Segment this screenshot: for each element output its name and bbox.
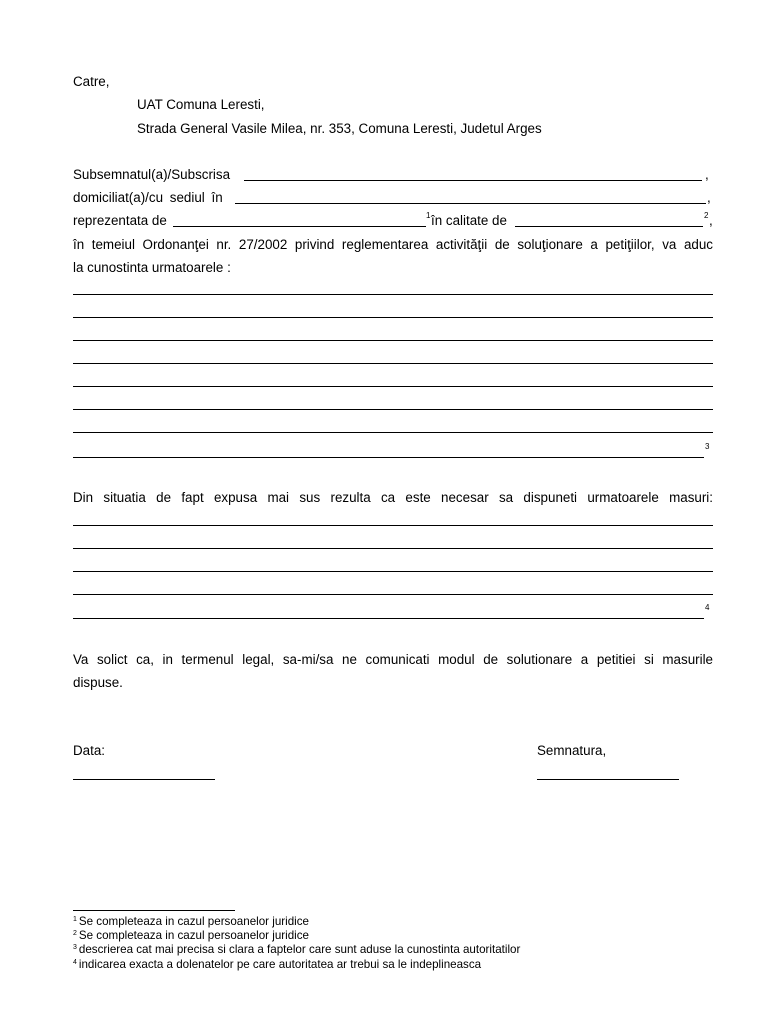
facts-line[interactable] — [73, 432, 713, 433]
facts-line[interactable] — [73, 317, 713, 318]
capacity-field[interactable] — [515, 226, 703, 227]
subscriber-name-field[interactable] — [244, 180, 702, 181]
facts-line[interactable] — [73, 457, 704, 458]
recipient-address: Strada General Vasile Milea, nr. 353, Comuna Leresti, Judetul Arges — [137, 121, 542, 136]
capacity-label: în calitate de — [431, 213, 507, 228]
footnote-text: indicarea exacta a dolenatelor pe care autoritatea ar trebui sa le indeplineasca — [78, 958, 482, 971]
representative-field[interactable] — [173, 226, 426, 227]
request-text-end: dispuse. — [73, 675, 123, 690]
date-field[interactable] — [73, 779, 215, 780]
domicile-comma: , — [707, 190, 711, 205]
date-label: Data: — [73, 743, 106, 758]
footnote-4 — [73, 959, 481, 971]
signature-field[interactable] — [537, 779, 679, 780]
salutation: Catre, — [73, 74, 110, 89]
footnote-number: 1 — [73, 916, 77, 923]
footnote-number: 3 — [73, 944, 77, 951]
footnote-number: 4 — [73, 959, 77, 966]
facts-line[interactable] — [73, 363, 713, 364]
facts-line[interactable] — [73, 386, 713, 387]
footnote-text: descrierea cat mai precisa si clara a faptelor care sunt aduse la cunostinta autoritatilor — [78, 943, 521, 956]
measures-line[interactable] — [73, 618, 704, 619]
subscriber-comma: , — [705, 167, 709, 182]
capacity-comma: , — [709, 213, 713, 228]
footnote-3 — [73, 944, 520, 956]
request-text: Va solict ca, in termenul legal, sa-mi/sa ne comunicati modul de solutionare a petitiei si masurile — [73, 652, 713, 667]
footnote-text: Se completeaza in cazul persoanelor juridice — [78, 915, 309, 928]
measures-line[interactable] — [73, 525, 713, 526]
footnote-ref-4: 4 — [705, 603, 710, 612]
signature-label: Semnatura, — [537, 743, 607, 758]
footnote-number: 2 — [73, 930, 77, 937]
domicile-field[interactable] — [235, 203, 706, 204]
domicile-label: domiciliat(a)/cu sediul în — [73, 190, 223, 205]
legal-basis-text: în temeiul Ordonanţei nr. 27/2002 privind reglementarea activităţii de soluţionare a petiţiilor, va aduc — [73, 237, 713, 252]
facts-line[interactable] — [73, 409, 713, 410]
footnote-ref-1: 1 — [426, 211, 431, 220]
footnote-1 — [73, 916, 309, 928]
measures-line[interactable] — [73, 571, 713, 572]
facts-line[interactable] — [73, 340, 713, 341]
footnote-separator — [73, 910, 235, 911]
subscriber-label: Subsemnatul(a)/Subscrisa — [73, 167, 231, 182]
measures-line[interactable] — [73, 594, 713, 595]
footnote-text: Se completeaza in cazul persoanelor juridice — [78, 929, 309, 942]
measures-line[interactable] — [73, 548, 713, 549]
measures-intro: Din situatia de fapt expusa mai sus rezulta ca este necesar sa dispuneti urmatoarele masuri: — [73, 490, 713, 505]
facts-line[interactable] — [73, 294, 713, 295]
recipient-name: UAT Comuna Leresti, — [137, 97, 265, 112]
footnote-2 — [73, 930, 309, 942]
represented-label: reprezentata de — [73, 213, 167, 228]
legal-basis-text-end: la cunostinta urmatoarele : — [73, 260, 231, 275]
footnote-ref-2: 2 — [704, 211, 709, 220]
footnote-ref-3: 3 — [705, 442, 710, 451]
